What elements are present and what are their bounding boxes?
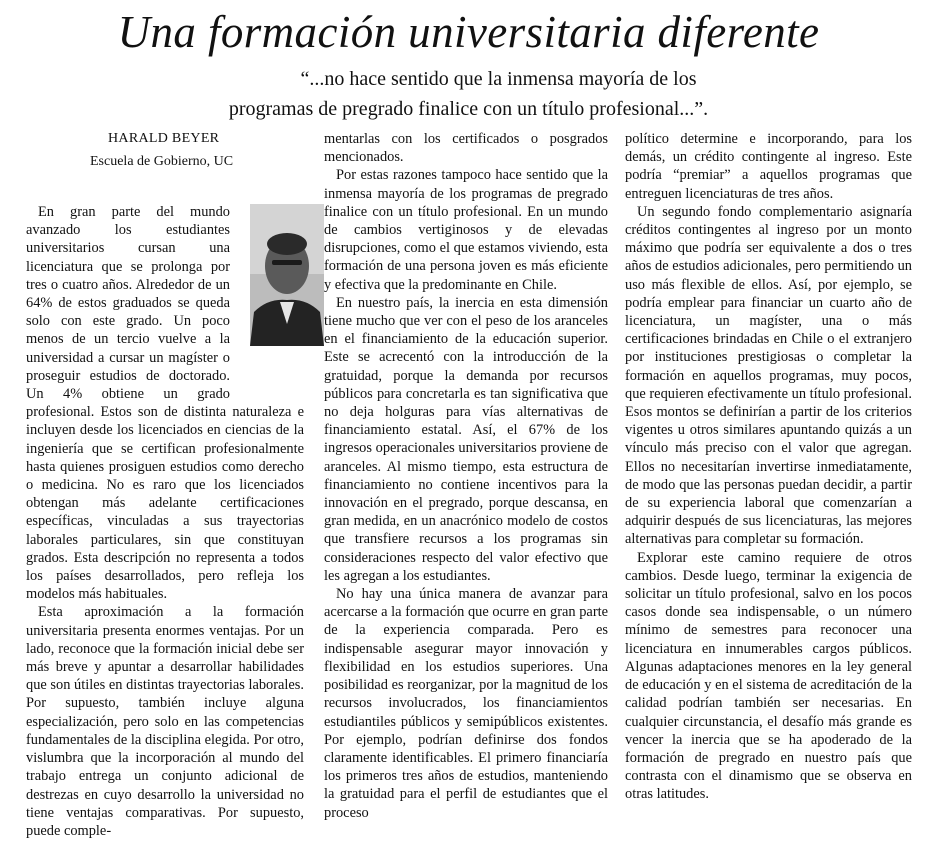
article-title: Una formación universitaria diferente [117, 7, 820, 57]
author-photo [238, 204, 306, 388]
article-subtitle-line-1: “...no hace sentido que la inmensa mayoría de los [300, 68, 697, 90]
column-1-paragraph-2: Esta aproximación a la formación universitaria presenta enormes ventajas. Por un lado, reconoce que la formación inicial debe ser más breve y apuntar a desarrollar habilidades que son útiles en distintas trayectorias laborales. Por supuesto, también incluye alguna especialización, pero solo en las competencias fundamentales de la disciplina elegida. Por otro, vislumbra que la incorporación al mundo del trabajo entrega un conjunto adicional de destrezas en cuyo desarrollo la universidad no tiene ventajas comparativas. Por supuesto, puede comple- [26, 604, 304, 839]
column-1-paragraph-1-text: En gran parte del mundo avanzado los estudiantes universitarios cursan una licenciatura que se prolonga por tres o cuatro años. Alrededor de un 64% de estos graduados se queda solo con este grado. Un poco menos de un tercio vuelve a la universidad a cursar un magíster o proseguir estudios de doctorado. Un 4% obtiene un grado profesional. Estos son de distinta naturaleza e incluyen desde los licenciados en ciencias de la ingeniería que se certifican profesionalmente hasta quienes prosiguen estudios como derecho o medicina. No es raro que los licenciados obtengan más adelante certificaciones específicas, vinculadas a sus trayectorias laborales particulares, sin que constituyan grados. Esta descripción no representa a todos los países desarrollados, pero refleja los modelos más habituales. [26, 204, 304, 603]
article-column-2 [324, 130, 608, 822]
column-1-paragraph-1 [26, 203, 304, 603]
author-affiliation: Escuela de Gobierno, UC [90, 154, 234, 169]
article-column-1 [26, 203, 304, 840]
column-2-paragraph-1: mentarlas con los certificados o posgrados mencionados. [324, 131, 608, 166]
column-2-paragraph-2: Por estas razones tampoco hace sentido que la inmensa mayoría de los programas de pregrado finalice con un título profesional. En un mundo de cambios vertiginosos y de elevadas disrupciones, como el que estamos viviendo, esta formación de una persona joven es más eficiente y efectiva que la predominante en Chile. [324, 167, 608, 293]
column-2-paragraph-4: No hay una única manera de avanzar para acercarse a la formación que ocurre en gran parte de la experiencia comparada. Pero es indispensable asegurar mayor innovación y flexibilidad en los estudios superiores. Una posibilidad es reorganizar, por la magnitud de los recursos involucrados, los financiamientos estudiantiles públicos y semipúblicos existentes. Por ejemplo, podrían definirse dos fondos claramente identificables. El primero financiaría los primeros tres años de estudios, manteniendo la gratuidad para el perfil de estudiantes que el proceso [324, 586, 608, 821]
column-3-paragraph-3: Explorar este camino requiere de otros cambios. Desde luego, terminar la exigencia de solicitar un título profesional, salvo en los pocos casos donde sea indispensable, o un número mínimo de semestres para reconocer una licenciatura en innumerables cargos públicos. Algunas adaptaciones menores en la ley general de educación y en el sistema de acreditación de la calidad podrían también ser necesarias. En cualquier circunstancia, el desafío más grande es vencer la inercia que se ha apoderado de la formación de pregrado en nuestro país que contrasta con el dinamismo que se observa en otras latitudes. [625, 549, 912, 803]
column-3-paragraph-1: político determine e incorporando, para los demás, un crédito contingente al ingreso. Este podría “premiar” a aquellos programas que entreguen licenciaturas de tres años. [625, 131, 912, 202]
author-portrait-image [250, 204, 324, 346]
column-3-paragraph-2: Un segundo fondo complementario asignaría créditos contingentes al ingreso por un monto máximo que podría ser equivalente a dos o tres años de estudios adicionales, pero permitiendo un uso más flexible de ellos. Así, por ejemplo, se podría emplear para financiar un cuarto año de licenciatura, un magíster, una o más certificaciones brindadas en Chile o el extranjero por instituciones prestigiosas o completar la formación en aquellos programas, muy pocos, que requieren efectivamente un título profesional. Esos montos se definirían a partir de los criterios vigentes u otros similares apuntando quizás a un vínculo más preciso con el valor que agregan. Ellos no necesitarían invertirse inmediatamente, de modo que las personas puedan decidir, a partir de su experiencia laboral que comenzarían a adquirir después de sus licenciaturas, las mejores alternativas para completar su formación. [625, 203, 912, 548]
article-subtitle-line-2: programas de pregrado finalice con un título profesional...”. [228, 98, 709, 120]
column-2-paragraph-3: En nuestro país, la inercia en esta dimensión tiene mucho que ver con el peso de los aranceles en el financiamiento de la educación superior. Este se acrecentó con la introducción de la gratuidad, porque la demanda por recursos públicos para concretarla es tan significativa que no deja holguras para vías alternativas de financiamiento estatal. Así, el 67% de los ingresos operacionales universitarios proviene de aranceles. Al mismo tiempo, esta estructura de financiamiento no contiene incentivos para la innovación en el pregrado, porque descansa, en gran medida, en un anacrónico modelo de costos que transfiere recursos a los programas sin consideraciones respecto del valor efectivo que les agregan a los estudiantes. [324, 294, 608, 584]
article-column-3 [625, 130, 912, 804]
author-name: HARALD BEYER [108, 131, 220, 146]
